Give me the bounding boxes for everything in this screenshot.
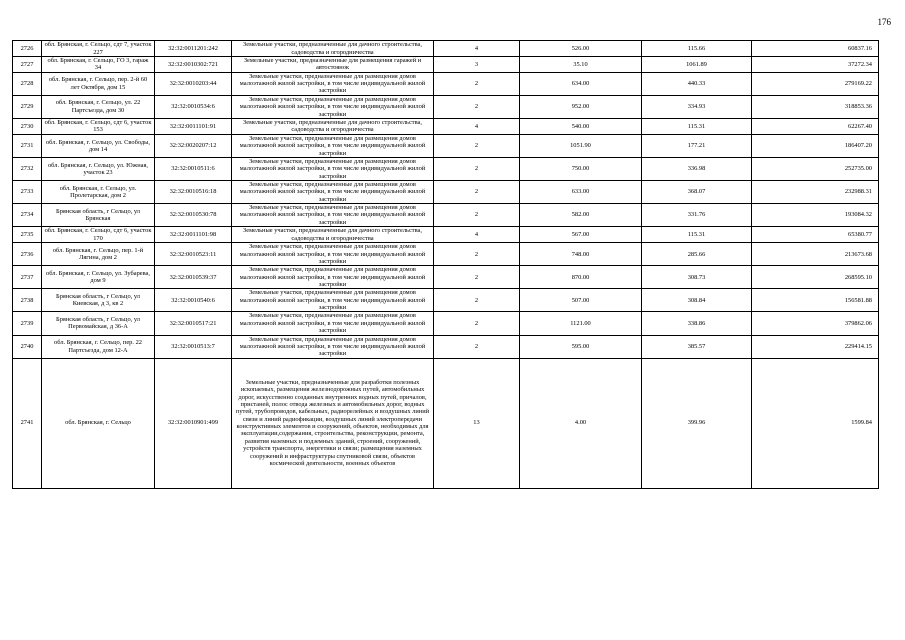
- row-address: обл. Брянская, г. Сельцо, сдт 7, участок 227: [42, 41, 155, 57]
- row-number: 2733: [13, 181, 42, 204]
- row-number: 2734: [13, 204, 42, 227]
- row-specific-value: 308.73: [642, 266, 752, 289]
- row-area: 567.00: [520, 227, 642, 243]
- table-row: [13, 72, 879, 95]
- row-cadastral-value: 232988.31: [752, 181, 879, 204]
- row-cadastral-value: 229414.15: [752, 335, 879, 358]
- row-address: обл. Брянская, г. Сельцо, ул. Пролетарская, дом 2: [42, 181, 155, 204]
- table-row: [13, 57, 879, 73]
- row-specific-value: 334.93: [642, 95, 752, 118]
- row-land-use: Земельные участки, предназначенные для размещения домов малоэтажной жилой застройки, в том числе индивидуальной жилой застройки: [232, 266, 434, 289]
- row-specific-value: 336.98: [642, 157, 752, 180]
- row-land-use: Земельные участки, предназначенные для размещения домов малоэтажной жилой застройки, в том числе индивидуальной жилой застройки: [232, 157, 434, 180]
- row-number: 2730: [13, 118, 42, 134]
- row-address: обл. Брянская, г. Сельцо, сдт 6, участок 170: [42, 227, 155, 243]
- row-cadastral-value: 268595.10: [752, 266, 879, 289]
- row-use-group: 4: [434, 227, 520, 243]
- row-address: обл. Брянская, г. Сельцо, пер. 1-й Лягина, дом 2: [42, 243, 155, 266]
- row-area: 633.00: [520, 181, 642, 204]
- row-cadastral-number: 32:32:0010302:721: [155, 57, 232, 73]
- row-specific-value: 1061.89: [642, 57, 752, 73]
- row-land-use: Земельные участки, предназначенные для дачного строительства, садоводства и огородничества: [232, 41, 434, 57]
- row-area: 1051.90: [520, 134, 642, 157]
- row-number: 2727: [13, 57, 42, 73]
- row-specific-value: 115.66: [642, 41, 752, 57]
- row-area: 870.00: [520, 266, 642, 289]
- table-row: [13, 134, 879, 157]
- row-land-use: Земельные участки, предназначенные для размещения домов малоэтажной жилой застройки, в том числе индивидуальной жилой застройки: [232, 243, 434, 266]
- row-number: 2732: [13, 157, 42, 180]
- row-land-use: Земельные участки, предназначенные для размещения домов малоэтажной жилой застройки, в том числе индивидуальной жилой застройки: [232, 204, 434, 227]
- row-cadastral-value: 379862.06: [752, 312, 879, 335]
- table-row: [13, 335, 879, 358]
- row-land-use: Земельные участки, предназначенные для размещения домов малоэтажной жилой застройки, в том числе индивидуальной жилой застройки: [232, 134, 434, 157]
- row-number: 2729: [13, 95, 42, 118]
- row-cadastral-number: 32:32:0010523:11: [155, 243, 232, 266]
- row-cadastral-value: 156581.88: [752, 289, 879, 312]
- row-cadastral-number: 32:32:0010901:499: [155, 358, 232, 488]
- row-area: 582.00: [520, 204, 642, 227]
- row-use-group: 2: [434, 204, 520, 227]
- row-number: 2737: [13, 266, 42, 289]
- table-row: [13, 358, 879, 488]
- row-land-use: Земельные участки, предназначенные для размещения домов малоэтажной жилой застройки, в том числе индивидуальной жилой застройки: [232, 289, 434, 312]
- row-land-use: Земельные участки, предназначенные для разработки полезных ископаемых, размещения железнодорожных путей, автомобильных дорог, искусственно созданных внутренних водных путей, причалов, пристаней, полос отвода железных и автомобильных дорог, водных путей, трубопроводов, кабельных, радиорелейных и воздушных линий связи и линий радиофикации, воздушных линий электропередачи конструктивных элементов и сооружений, объектов, необходимых для эксплуатации,содержания, строительства, реконструкции, ремонта, развития наземных и подземных зданий, строений, сооружений, устройств транспорта, энергетики и связи; размещения наземных сооружений и инфраструктуры спутниковой связи, объектов космической деятельности, военных объектов: [232, 358, 434, 488]
- row-address: обл. Брянская, г. Сельцо, ул. Зубарева, дом 9: [42, 266, 155, 289]
- row-use-group: 2: [434, 95, 520, 118]
- row-use-group: 2: [434, 181, 520, 204]
- row-specific-value: 440.33: [642, 72, 752, 95]
- row-address: Брянская область, г Сельцо, ул Брянская: [42, 204, 155, 227]
- row-number: 2735: [13, 227, 42, 243]
- row-specific-value: 115.31: [642, 227, 752, 243]
- row-cadastral-number: 32:32:0010516:18: [155, 181, 232, 204]
- row-cadastral-value: 1599.84: [752, 358, 879, 488]
- row-number: 2726: [13, 41, 42, 57]
- row-area: 1121.00: [520, 312, 642, 335]
- row-use-group: 2: [434, 335, 520, 358]
- row-land-use: Земельные участки, предназначенные для размещения гаражей и автостоянок: [232, 57, 434, 73]
- row-area: 634.00: [520, 72, 642, 95]
- row-address: обл. Брянская, г. Сельцо: [42, 358, 155, 488]
- page-number: 176: [877, 17, 891, 27]
- table-row: [13, 181, 879, 204]
- table-row: [13, 227, 879, 243]
- row-cadastral-number: 32:32:0010511:6: [155, 157, 232, 180]
- table-row: [13, 41, 879, 57]
- row-cadastral-number: 32:32:0010540:6: [155, 289, 232, 312]
- row-cadastral-value: 252735.00: [752, 157, 879, 180]
- row-area: 526.00: [520, 41, 642, 57]
- row-use-group: 2: [434, 157, 520, 180]
- row-specific-value: 115.31: [642, 118, 752, 134]
- row-land-use: Земельные участки, предназначенные для размещения домов малоэтажной жилой застройки, в том числе индивидуальной жилой застройки: [232, 95, 434, 118]
- row-land-use: Земельные участки, предназначенные для дачного строительства, садоводства и огородничества: [232, 118, 434, 134]
- row-cadastral-number: 32:32:0011201:242: [155, 41, 232, 57]
- row-address: обл. Брянская, г. Сельцо, ул. Южная, участок 23: [42, 157, 155, 180]
- row-cadastral-value: 279169.22: [752, 72, 879, 95]
- table-row: [13, 204, 879, 227]
- row-cadastral-number: 32:32:0010517:21: [155, 312, 232, 335]
- table-row: [13, 312, 879, 335]
- row-cadastral-value: 62267.40: [752, 118, 879, 134]
- row-specific-value: 285.66: [642, 243, 752, 266]
- land-registry-table: [12, 40, 879, 489]
- row-number: 2741: [13, 358, 42, 488]
- row-address: обл. Брянская, г. Сельцо, сдт 6, участок 153: [42, 118, 155, 134]
- row-area: 540.00: [520, 118, 642, 134]
- row-cadastral-value: 193084.32: [752, 204, 879, 227]
- row-number: 2728: [13, 72, 42, 95]
- row-area: 750.00: [520, 157, 642, 180]
- row-specific-value: 331.76: [642, 204, 752, 227]
- row-use-group: 4: [434, 118, 520, 134]
- table-row: [13, 289, 879, 312]
- table-row: [13, 157, 879, 180]
- row-address: обл. Брянская, г. Сельцо, ГО 3, гараж 34: [42, 57, 155, 73]
- row-number: 2731: [13, 134, 42, 157]
- row-cadastral-value: 318853.36: [752, 95, 879, 118]
- row-land-use: Земельные участки, предназначенные для дачного строительства, садоводства и огородничества: [232, 227, 434, 243]
- table-body: [13, 41, 879, 489]
- row-area: 595.00: [520, 335, 642, 358]
- row-specific-value: 368.07: [642, 181, 752, 204]
- row-area: 35.10: [520, 57, 642, 73]
- row-cadastral-number: 32:32:0011101:91: [155, 118, 232, 134]
- table-row: [13, 118, 879, 134]
- row-use-group: 13: [434, 358, 520, 488]
- row-address: Брянская область, г Сельцо, ул Киевская, д 3, кв 2: [42, 289, 155, 312]
- row-cadastral-number: 32:32:0020207:12: [155, 134, 232, 157]
- table-row: [13, 95, 879, 118]
- row-cadastral-value: 186407.20: [752, 134, 879, 157]
- row-area: 507.00: [520, 289, 642, 312]
- row-number: 2740: [13, 335, 42, 358]
- row-cadastral-number: 32:32:0011101:98: [155, 227, 232, 243]
- row-specific-value: 338.86: [642, 312, 752, 335]
- table-row: [13, 243, 879, 266]
- row-specific-value: 177.21: [642, 134, 752, 157]
- row-number: 2738: [13, 289, 42, 312]
- row-use-group: 2: [434, 243, 520, 266]
- row-number: 2736: [13, 243, 42, 266]
- row-use-group: 4: [434, 41, 520, 57]
- row-use-group: 2: [434, 312, 520, 335]
- row-cadastral-value: 37272.34: [752, 57, 879, 73]
- row-cadastral-number: 32:32:0010534:6: [155, 95, 232, 118]
- row-land-use: Земельные участки, предназначенные для размещения домов малоэтажной жилой застройки, в том числе индивидуальной жилой застройки: [232, 335, 434, 358]
- row-cadastral-number: 32:32:0010539:37: [155, 266, 232, 289]
- row-specific-value: 385.57: [642, 335, 752, 358]
- row-use-group: 2: [434, 266, 520, 289]
- row-number: 2739: [13, 312, 42, 335]
- row-address: Брянская область, г Сельцо, ул Первомайская, д 36-А: [42, 312, 155, 335]
- row-area: 952.00: [520, 95, 642, 118]
- table-row: [13, 266, 879, 289]
- row-cadastral-number: 32:32:0010530:78: [155, 204, 232, 227]
- row-specific-value: 399.96: [642, 358, 752, 488]
- row-use-group: 2: [434, 289, 520, 312]
- row-address: обл. Брянская, г. Сельцо, ул. 22 Партсъезда, дом 30: [42, 95, 155, 118]
- row-cadastral-number: 32:32:0010513:7: [155, 335, 232, 358]
- row-use-group: 3: [434, 57, 520, 73]
- row-use-group: 2: [434, 72, 520, 95]
- row-cadastral-number: 32:32:0010203:44: [155, 72, 232, 95]
- row-address: обл. Брянская, г. Сельцо, ул. Свободы, дом 14: [42, 134, 155, 157]
- row-area: 4.00: [520, 358, 642, 488]
- row-specific-value: 308.84: [642, 289, 752, 312]
- row-use-group: 2: [434, 134, 520, 157]
- row-address: обл. Брянская, г. Сельцо, пер. 22 Партсъезда, дом 12-А: [42, 335, 155, 358]
- row-cadastral-value: 213673.68: [752, 243, 879, 266]
- row-land-use: Земельные участки, предназначенные для размещения домов малоэтажной жилой застройки, в том числе индивидуальной жилой застройки: [232, 181, 434, 204]
- row-land-use: Земельные участки, предназначенные для размещения домов малоэтажной жилой застройки, в том числе индивидуальной жилой застройки: [232, 72, 434, 95]
- row-address: обл. Брянская, г. Сельцо, пер. 2-й 60 лет Октября, дом 15: [42, 72, 155, 95]
- row-cadastral-value: 65380.77: [752, 227, 879, 243]
- row-area: 748.00: [520, 243, 642, 266]
- row-cadastral-value: 60837.16: [752, 41, 879, 57]
- row-land-use: Земельные участки, предназначенные для размещения домов малоэтажной жилой застройки, в том числе индивидуальной жилой застройки: [232, 312, 434, 335]
